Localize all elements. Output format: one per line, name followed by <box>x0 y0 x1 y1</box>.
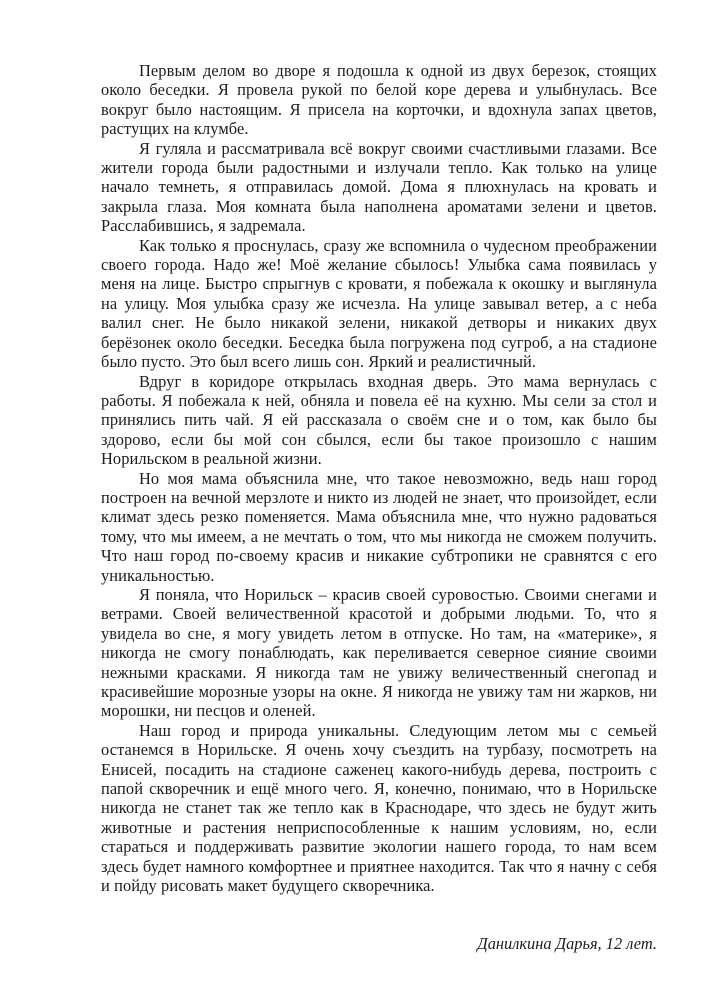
paragraph-1: Первым делом во дворе я подошла к одной из двух березок, стоящих около беседки. Я провела рукой по белой коре дерева и улыбнулась. Все вокруг было настоящим. Я присела на корточки, и вдохнула запах цветов, растущих на клумбе. <box>101 61 657 139</box>
paragraph-2: Я гуляла и рассматривала всё вокруг своими счастливыми глазами. Все жители города были радостными и излучали тепло. Как только на улице начало темнеть, я отправилась домой. Дома я плюхнулась на кровать и закрыла глаза. Моя комната была наполнена ароматами зелени и цветов. Расслабившись, я задремала. <box>101 138 657 236</box>
paragraph-3: Как только я проснулась, сразу же вспомнила о чудесном преображении своего города. Надо же! Моё желание сбылось! Улыбка сама появилась у меня на лице. Быстро спрыгнув с кровати, я побежала к окошку и выглянула на улицу. Моя улыбка сразу же исчезла. На улице завывал ветер, а с неба валил снег. Не было никакой зелени, никакой детворы и никаких двух берёзонек около беседки. Беседка была погружена под сугроб, а на стадионе было пусто. Это был всего лишь сон. Яркий и реалистичный. <box>101 235 657 372</box>
paragraph-5: Но моя мама объяснила мне, что такое невозможно, ведь наш город построен на вечной мерзлоте и никто из людей не знает, что произойдет, если климат здесь резко поменяется. Мама объяснила мне, что нужно радоваться тому, что мы имеем, а не мечтать о том, что мы никогда не сможем получить. Что наш город по-своему красив и никакие субтропики не сравнятся с его уникальностью. <box>101 468 657 585</box>
document-body <box>101 61 657 954</box>
paragraph-4: Вдруг в коридоре открылась входная дверь. Это мама вернулась с работы. Я побежала к ней, обняла и повела её на кухню. Мы сели за стол и принялись пить чай. Я ей рассказала о своём сне и о том, как было бы здорово, если бы мой сон сбылся, если бы такое произошло с нашим Норильском в реальной жизни. <box>101 371 657 469</box>
author-signature: Данилкина Дарья, 12 лет. <box>477 934 657 954</box>
paragraph-7: Наш город и природа уникальны. Следующим летом мы с семьей останемся в Норильске. Я очень хочу съездить на турбазу, посмотреть на Енисей, посадить на стадионе саженец какого-нибудь дерева, построить с папой скворечник и ещё много чего. Я, конечно, понимаю, что в Норильске никогда не станет так же тепло как в Краснодаре, что здесь не будут жить животные и растения неприспособленные к нашим условиям, но, если стараться и поддерживать развитие экологии нашего города, то нам всем здесь будет намного комфортнее и приятнее находится. Так что я начну с себя и пойду рисовать макет будущего скворечника. <box>101 720 657 896</box>
paragraph-6: Я поняла, что Норильск – красив своей суровостью. Своими снегами и ветрами. Своей величественной красотой и добрыми людьми. То, что я увидела во сне, я могу увидеть летом в отпуске. Но там, на «материке», я никогда не смогу понаблюдать, как переливается северное сияние своими нежными красками. Я никогда там не увижу величественный снегопад и красивейшие морозные узоры на окне. Я никогда не увижу там ни жарков, ни морошки, ни песцов и оленей. <box>101 584 657 721</box>
